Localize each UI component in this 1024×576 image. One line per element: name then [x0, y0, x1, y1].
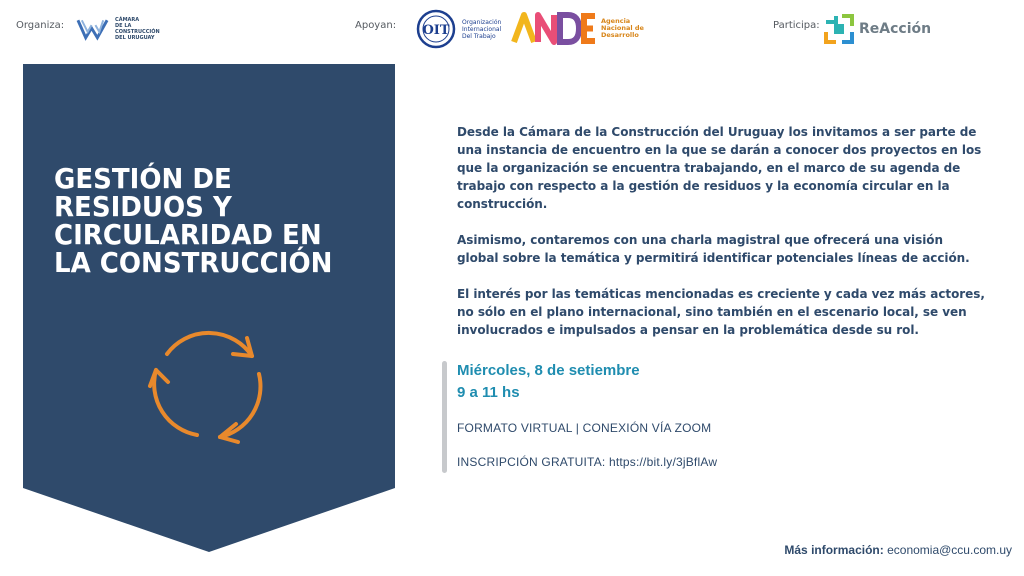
ande-logo-line3: Desarrollo	[601, 30, 639, 39]
description-paragraph: Asimismo, contaremos con una charla magistral que ofrecerá una visión global sobre la temática y permitirá identificar potenciales líneas de acción.	[457, 233, 970, 265]
event-title	[54, 162, 342, 279]
more-info	[784, 543, 1012, 557]
ande-logo	[511, 10, 644, 46]
ccu-logo-line2: DE LA CONSTRUCCIÓN	[115, 23, 160, 35]
title-banner	[23, 64, 395, 552]
organiza-label: Organiza:	[16, 20, 65, 31]
event-date: Miércoles, 8 de setiembre	[457, 362, 640, 379]
oit-logo-line2: Internacional	[462, 25, 502, 33]
ccu-logo-line1: CÁMARA	[115, 17, 140, 23]
ccu-logo	[76, 12, 176, 46]
more-info-label: Más información:	[784, 543, 884, 557]
event-title-line: RESIDUOS Y	[54, 190, 232, 223]
oit-logo	[414, 8, 501, 50]
event-description	[457, 123, 987, 357]
ccu-logo-mark-icon	[76, 14, 109, 44]
recycle-cycle-arrows-icon	[140, 318, 270, 448]
description-paragraph: El interés por las temáticas mencionadas es creciente y cada vez más actores, no sólo en el plano internacional, sino también en el escenario local, se ven involucrados e impulsados a pensar en la problemática desde su rol.	[457, 287, 985, 337]
apoyan-label: Apoyan:	[355, 20, 397, 31]
oit-logo-line3: Del Trabajo	[462, 32, 496, 40]
event-title-line: CIRCULARIDAD EN	[54, 218, 322, 251]
ande-wordmark-icon	[511, 11, 597, 45]
registration-link[interactable]: INSCRIPCIÓN GRATUITA: https://bit.ly/3jBflAw	[457, 455, 718, 469]
reaccion-logo-text: ReAcción	[859, 21, 932, 37]
oit-globe-icon	[414, 9, 458, 49]
event-format: FORMATO VIRTUAL | CONEXIÓN VÍA ZOOM	[457, 421, 712, 435]
contact-email-link[interactable]: economia@ccu.com.uy	[887, 543, 1012, 557]
reaccion-logo	[822, 12, 931, 46]
event-title-line: GESTIÓN DE	[54, 162, 232, 195]
reaccion-mark-icon	[822, 12, 856, 46]
ccu-logo-line3: DEL URUGUAY	[115, 35, 155, 41]
participa-label: Participa:	[773, 20, 820, 31]
details-divider	[442, 361, 447, 473]
event-time: 9 a 11 hs	[457, 384, 520, 401]
oit-mark-text: OIT	[422, 23, 450, 38]
description-paragraph: Desde la Cámara de la Construcción del Uruguay los invitamos a ser parte de una instancia de encuentro en la que se darán a conocer dos proyectos en los que la organización se encuentra trabajando, en el marco de su agenda de trabajo con respecto a la gestión de residuos y la economía circular en la construcción.	[457, 125, 982, 211]
event-title-line: LA CONSTRUCCIÓN	[54, 246, 333, 279]
ande-logo-line2: Nacional de	[601, 23, 644, 32]
oit-logo-line1: Organización	[462, 18, 502, 26]
ande-logo-line1: Agencia	[601, 16, 631, 25]
